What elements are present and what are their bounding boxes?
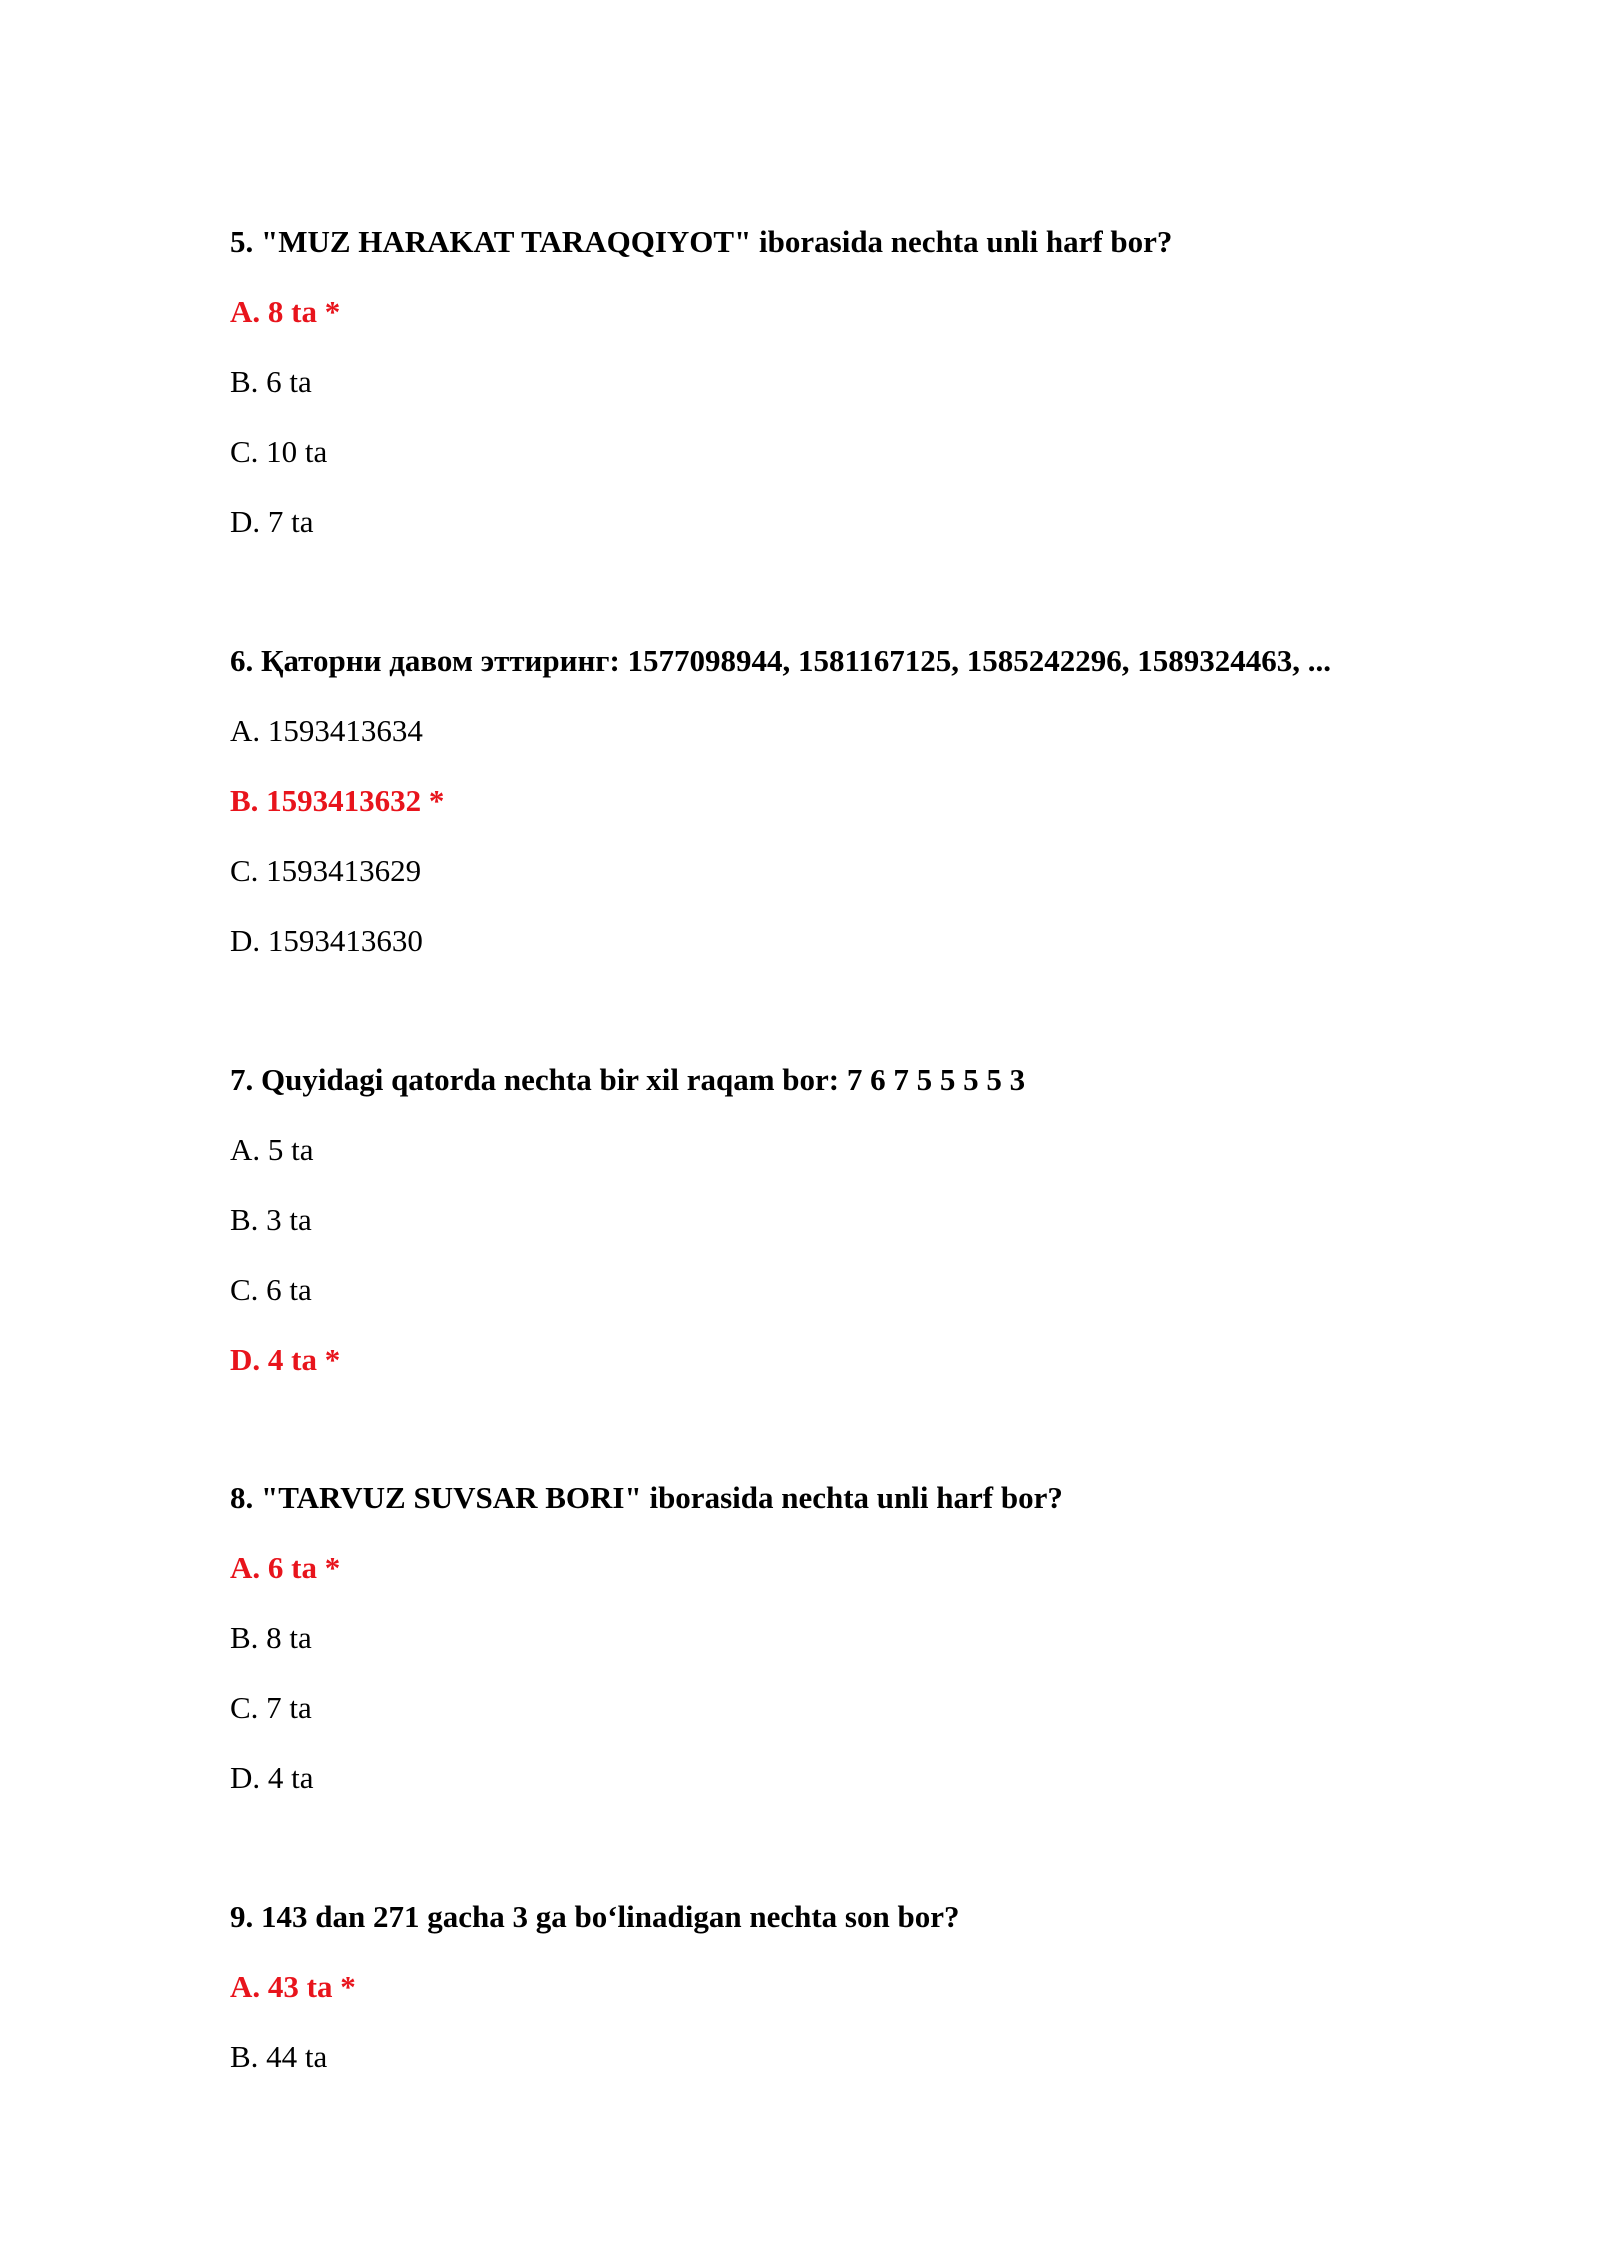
option-c: C. 10 ta [230,434,328,469]
question-6 [230,643,1530,993]
question-5 [230,224,1530,574]
option-b: B. 8 ta [230,1620,312,1655]
option-b: B. 6 ta [230,364,312,399]
option-b: B. 3 ta [230,1202,312,1237]
question-text: 8. "TARVUZ SUVSAR BORI" iborasida nechta unli harf bor? [230,1480,1063,1515]
question-text: 5. "MUZ HARAKAT TARAQQIYOT" iborasida nechta unli harf bor? [230,224,1173,259]
option-a: A. 1593413634 [230,713,423,748]
question-7 [230,1062,1530,1412]
option-a-correct: A. 6 ta * [230,1550,341,1585]
option-a-correct: A. 8 ta * [230,294,341,329]
option-a: A. 5 ta [230,1132,314,1167]
option-c: C. 1593413629 [230,853,422,888]
option-d-correct: D. 4 ta * [230,1342,341,1377]
option-b-correct: B. 1593413632 * [230,783,445,818]
option-c: C. 7 ta [230,1690,312,1725]
option-c: C. 6 ta [230,1272,312,1307]
option-b: B. 44 ta [230,2039,328,2074]
option-d: D. 7 ta [230,504,314,539]
question-9 [230,1899,1530,2109]
option-d: D. 4 ta [230,1760,314,1795]
question-text: 6. Қаторни давом эттиринг: 1577098944, 1581167125, 1585242296, 1589324463, ... [230,643,1332,678]
question-text: 7. Quyidagi qatorda nechta bir xil raqam bor: 7 6 7 5 5 5 5 3 [230,1062,1026,1097]
option-d: D. 1593413630 [230,923,423,958]
question-text: 9. 143 dan 271 gacha 3 ga bo‘linadigan nechta son bor? [230,1899,960,1934]
question-8 [230,1480,1530,1830]
option-a-correct: A. 43 ta * [230,1969,356,2004]
